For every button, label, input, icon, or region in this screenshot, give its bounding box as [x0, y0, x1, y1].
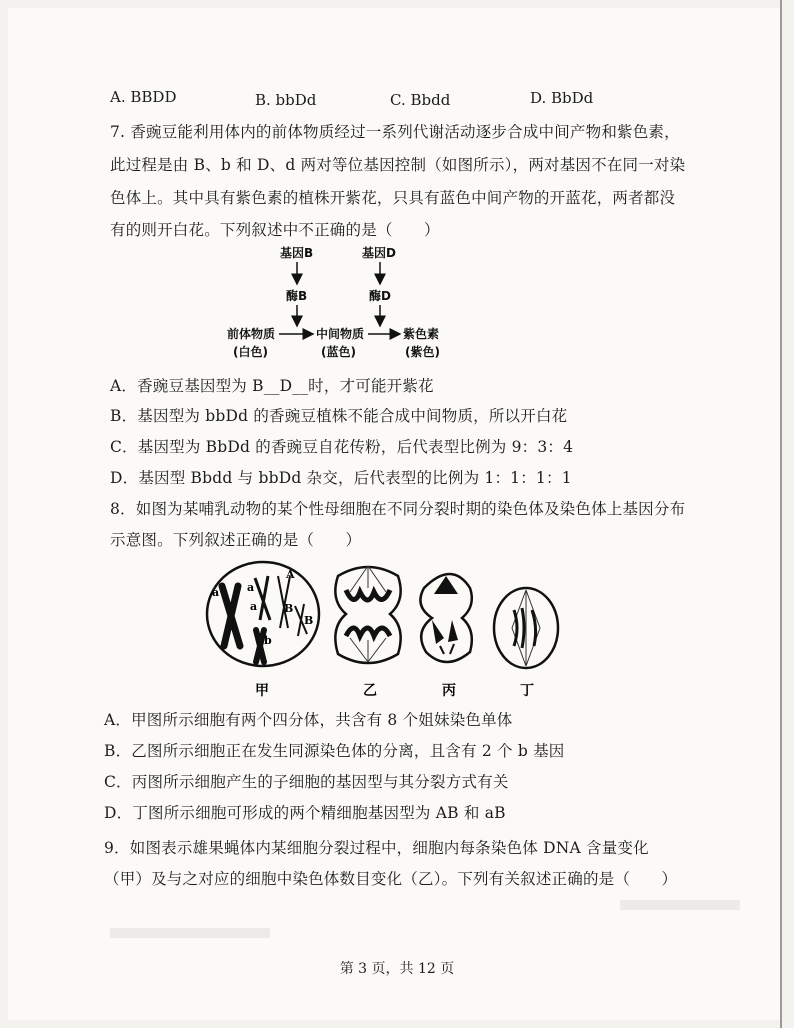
pigment-label: 紫色素: [403, 327, 440, 341]
cell-jia: [207, 562, 319, 666]
q6-option-d: D. BbDd: [530, 89, 594, 107]
q8-option-c: C．丙图所示细胞产生的子细胞的基因型与其分裂方式有关: [104, 773, 509, 791]
q6-option-b: B. bbDd: [255, 91, 317, 109]
precursor-color-label: (白色): [233, 345, 268, 359]
q7-stem-line-1: 7. 香豌豆能利用体内的前体物质经过一系列代谢活动逐步合成中间产物和紫色素，: [110, 123, 680, 141]
q7-option-d: D．基因型 Bbdd 与 bbDd 杂交，后代表型的比例为 1：1：1：1: [110, 469, 572, 487]
gene-label-a1: a: [212, 586, 220, 599]
precursor-label: 前体物质: [227, 327, 276, 341]
q6-option-a: A. BBDD: [110, 88, 177, 106]
q6-option-c: C. Bbdd: [390, 91, 451, 109]
q7-stem-line-2: 此过程是由 B、b 和 D、d 两对等位基因控制（如图所示），两对基因不在同一对染: [110, 156, 686, 174]
gene-label-A: A: [286, 568, 295, 581]
gene-label-B1: B: [284, 602, 294, 615]
q7-option-b: B．基因型为 bbDd 的香豌豆植株不能合成中间物质，所以开白花: [110, 407, 568, 425]
cell-label-ding: 丁: [520, 683, 534, 699]
q8-stem-line-2: 示意图。下列叙述正确的是（ ）: [110, 531, 362, 549]
page-edge: [780, 0, 782, 1028]
enzyme-d-label: 酶D: [369, 289, 391, 303]
q9-stem-line-1: 9．如图表示雄果蝇体内某细胞分裂过程中，细胞内每条染色体 DNA 含量变化: [104, 839, 649, 857]
gene-b-label: 基因B: [280, 246, 314, 260]
q7-option-a: A．香豌豆基因型为 B__D__时，才可能开紫花: [110, 377, 434, 395]
q8-option-a: A．甲图所示细胞有两个四分体，共含有 8 个姐妹染色单体: [104, 711, 513, 729]
q8-option-b: B．乙图所示细胞正在发生同源染色体的分离，且含有 2 个 b 基因: [104, 742, 565, 760]
q7-stem-line-3: 色体上。其中具有紫色素的植株开紫花，只具有蓝色中间产物的开蓝花，两者都没: [110, 189, 676, 207]
q9-stem-line-2: （甲）及与之对应的细胞中染色体数目变化（乙）。下列有关叙述正确的是（ ）: [104, 870, 678, 888]
bleed-through-mark: [620, 900, 740, 910]
q8-stem-line-1: 8．如图为某哺乳动物的某个性母细胞在不同分裂时期的染色体及染色体上基因分布: [110, 500, 686, 518]
enzyme-b-label: 酶B: [286, 289, 308, 303]
metabolic-pathway-diagram: [200, 240, 500, 365]
intermediate-color-label: (蓝色): [321, 345, 356, 359]
gene-label-B2: B: [304, 614, 314, 627]
bleed-through-mark-2: [110, 928, 270, 938]
intermediate-label: 中间物质: [316, 327, 365, 341]
gene-label-a2: a: [247, 581, 255, 594]
q7-stem-line-4: 有的则开白花。下列叙述中不正确的是（ ）: [110, 221, 440, 239]
pigment-color-label: (紫色): [405, 345, 440, 359]
cell-bing: [420, 574, 471, 662]
cell-yi: [335, 566, 400, 663]
page-number-footer: 第 3 页，共 12 页: [339, 961, 455, 977]
cell-label-yi: 乙: [363, 683, 377, 699]
gene-label-b: b: [264, 634, 272, 647]
cell-label-jia: 甲: [255, 683, 269, 699]
gene-label-a3: a: [250, 600, 258, 613]
cell-division-diagrams: [200, 558, 580, 708]
q8-option-d: D．丁图所示细胞可形成的两个精细胞基因型为 AB 和 aB: [104, 804, 506, 822]
cell-ding: [494, 588, 558, 668]
cell-label-bing: 丙: [442, 683, 456, 699]
q7-option-c: C．基因型为 BbDd 的香豌豆自花传粉，后代表型比例为 9：3：4: [110, 438, 574, 456]
gene-d-label: 基因D: [362, 246, 396, 260]
